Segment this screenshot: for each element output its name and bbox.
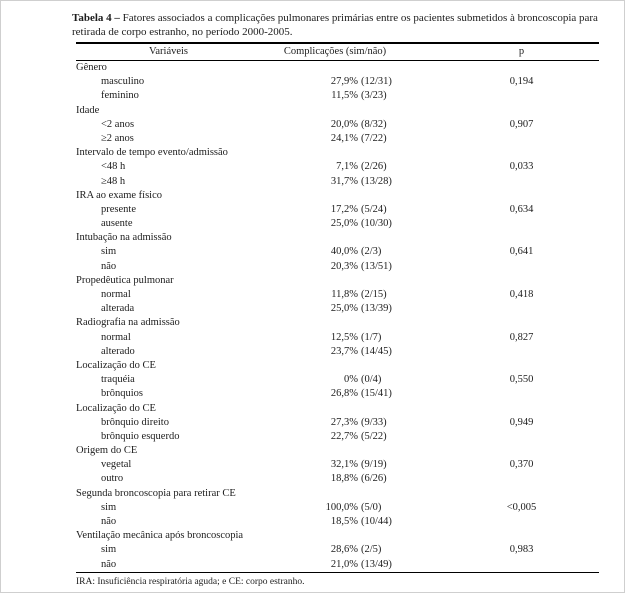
table-row xyxy=(76,175,599,189)
complications-cell xyxy=(261,160,456,174)
complications-percent: 20,3% xyxy=(330,260,358,272)
complications-fraction: (10/44) xyxy=(361,516,392,527)
table-row xyxy=(76,203,599,217)
table-caption-label: Tabela 4 – xyxy=(72,12,120,24)
p-value xyxy=(456,175,599,189)
column-header-variables: Variáveis xyxy=(148,46,189,57)
variable-group-label: Idade xyxy=(76,104,100,116)
complications-percent: 22,7% xyxy=(330,430,358,442)
table-row-group xyxy=(76,231,599,245)
complications-fraction: (1/7) xyxy=(361,331,382,343)
complications-percent: 25,0% xyxy=(330,218,358,230)
variable-group-label: Localização do CE xyxy=(76,402,156,414)
table-row xyxy=(76,331,599,345)
complications-percent: 23,7% xyxy=(330,345,358,357)
complications-fraction: (0/4) xyxy=(361,374,382,386)
complications-percent: 24,1% xyxy=(330,132,358,144)
variable-label: outro xyxy=(101,473,124,485)
table-row-group xyxy=(76,146,599,160)
table-row xyxy=(76,430,599,444)
p-value xyxy=(456,472,599,486)
table-row-group xyxy=(76,359,599,373)
data-table xyxy=(76,42,599,573)
variable-label: normal xyxy=(101,331,131,343)
p-value: <0,005 xyxy=(506,501,537,513)
complications-cell xyxy=(261,416,456,430)
complications-percent: 21,0% xyxy=(330,558,358,570)
table-row-group xyxy=(76,529,599,543)
variable-label: brônquios xyxy=(101,388,143,400)
p-value: 0,634 xyxy=(509,203,534,215)
complications-percent: 26,8% xyxy=(330,388,358,400)
complications-cell xyxy=(261,543,456,557)
complications-percent: 31,7% xyxy=(330,175,358,187)
complications-fraction: (13/28) xyxy=(361,175,392,187)
table-caption xyxy=(72,11,604,39)
complications-fraction: (3/23) xyxy=(361,90,387,102)
variable-group-label: Localização do CE xyxy=(76,359,156,371)
table-row xyxy=(76,472,599,486)
complications-fraction: (13/51) xyxy=(361,260,392,272)
complications-percent: 0% xyxy=(344,374,358,386)
complications-percent: 40,0% xyxy=(330,246,358,258)
table-row-group xyxy=(76,444,599,458)
p-value: 0,827 xyxy=(509,331,534,343)
variable-label: sim xyxy=(101,246,117,258)
variable-group-label: Segunda broncoscopia para retirar CE xyxy=(76,487,236,499)
complications-percent: 100,0% xyxy=(325,501,358,513)
complications-cell xyxy=(261,75,456,89)
complications-cell xyxy=(261,430,456,444)
variable-label: sim xyxy=(101,501,117,513)
variable-label: traquéia xyxy=(101,374,135,386)
complications-percent: 20,0% xyxy=(330,118,358,130)
variable-group-label: Intervalo de tempo evento/admissão xyxy=(76,147,228,159)
p-value xyxy=(456,387,599,401)
complications-cell xyxy=(261,89,456,103)
variable-label: ≥2 anos xyxy=(101,132,134,144)
complications-cell xyxy=(261,260,456,274)
complications-cell xyxy=(261,515,456,529)
complications-fraction: (9/19) xyxy=(361,459,387,471)
complications-percent: 11,5% xyxy=(331,90,358,102)
table-footnote: IRA: Insuficiência respiratória aguda; e CE: corpo estranho. xyxy=(76,576,305,587)
complications-fraction: (10/30) xyxy=(361,218,392,230)
p-value xyxy=(456,558,599,572)
complications-fraction: (13/49) xyxy=(361,558,392,570)
table-row xyxy=(76,288,599,302)
table-row xyxy=(76,373,599,387)
p-value xyxy=(456,302,599,316)
table-row xyxy=(76,558,599,572)
variable-label: vegetal xyxy=(101,459,132,471)
complications-fraction: (2/5) xyxy=(361,544,382,556)
p-value xyxy=(456,515,599,529)
complications-cell xyxy=(261,472,456,486)
p-value: 0,907 xyxy=(509,118,534,130)
table-row xyxy=(76,75,599,89)
variable-label: presente xyxy=(101,203,136,215)
table-row xyxy=(76,345,599,359)
table-row-group xyxy=(76,104,599,118)
complications-cell xyxy=(261,175,456,189)
complications-percent: 27,9% xyxy=(330,76,358,88)
complications-cell xyxy=(261,245,456,259)
table-body xyxy=(76,61,599,573)
complications-percent: 28,6% xyxy=(330,544,358,556)
p-value: 0,418 xyxy=(509,289,534,300)
complications-cell xyxy=(261,458,456,472)
variable-group-label: Propedêutica pulmonar xyxy=(76,274,174,286)
table-row xyxy=(76,543,599,557)
complications-cell xyxy=(261,288,456,302)
table-row xyxy=(76,217,599,231)
complications-percent: 25,0% xyxy=(330,303,358,315)
complications-fraction: (13/39) xyxy=(361,303,392,315)
complications-cell xyxy=(261,302,456,316)
variable-group-label: Gênero xyxy=(76,62,107,73)
p-value xyxy=(456,260,599,274)
table-row xyxy=(76,245,599,259)
complications-fraction: (8/32) xyxy=(361,118,387,130)
complications-fraction: (5/24) xyxy=(361,203,387,215)
complications-percent: 18,8% xyxy=(330,473,358,485)
table-row xyxy=(76,302,599,316)
column-header-complications: Complicações (sim/não) xyxy=(283,46,387,57)
complications-cell xyxy=(261,217,456,231)
complications-cell xyxy=(261,203,456,217)
table-row xyxy=(76,132,599,146)
p-value: 0,370 xyxy=(509,459,534,471)
table-row-group xyxy=(76,487,599,501)
variable-label: ausente xyxy=(101,218,133,230)
variable-label: alterado xyxy=(101,345,135,357)
complications-fraction: (12/31) xyxy=(361,76,392,88)
table-header-row xyxy=(76,44,599,61)
table-row-group xyxy=(76,189,599,203)
complications-percent: 18,5% xyxy=(330,516,358,527)
table-row-group xyxy=(76,274,599,288)
variable-label: <2 anos xyxy=(101,118,135,130)
variable-label: não xyxy=(101,516,117,527)
variable-group-label: Radiografia na admissão xyxy=(76,317,180,329)
variable-label: brônquio esquerdo xyxy=(101,430,180,442)
variable-label: alterada xyxy=(101,303,135,315)
complications-percent: 7,1% xyxy=(336,161,358,173)
complications-fraction: (14/45) xyxy=(361,345,392,357)
complications-percent: 11,8% xyxy=(331,289,358,300)
complications-fraction: (7/22) xyxy=(361,132,387,144)
complications-cell xyxy=(261,118,456,132)
p-value xyxy=(456,132,599,146)
complications-fraction: (15/41) xyxy=(361,388,392,400)
complications-cell xyxy=(261,387,456,401)
p-value: 0,983 xyxy=(509,544,534,556)
complications-percent: 12,5% xyxy=(330,331,358,343)
variable-label: não xyxy=(101,260,117,272)
variable-label: normal xyxy=(101,289,131,300)
table-row xyxy=(76,160,599,174)
p-value: 0,949 xyxy=(509,416,534,428)
p-value xyxy=(456,430,599,444)
complications-fraction: (5/0) xyxy=(361,501,382,513)
table-row xyxy=(76,260,599,274)
table-row xyxy=(76,458,599,472)
variable-label: feminino xyxy=(101,90,139,102)
complications-percent: 32,1% xyxy=(330,459,358,471)
table-row xyxy=(76,387,599,401)
table-caption-line2: retirada de corpo estranho, no período 2000-2005. xyxy=(72,26,293,38)
complications-percent: 27,3% xyxy=(330,416,358,428)
table-row xyxy=(76,118,599,132)
p-value: 0,550 xyxy=(509,374,534,386)
variable-label: ≥48 h xyxy=(101,175,126,187)
table-row-group xyxy=(76,316,599,330)
variable-group-label: IRA ao exame físico xyxy=(76,189,163,201)
variable-label: sim xyxy=(101,544,117,556)
complications-fraction: (6/26) xyxy=(361,473,387,485)
p-value: 0,194 xyxy=(509,76,534,88)
p-value: 0,641 xyxy=(509,246,534,258)
complications-cell xyxy=(261,373,456,387)
column-header-p: p xyxy=(518,46,525,57)
table-caption-line1: Fatores associados a complicações pulmonares primárias entre os pacientes submetidos à broncoscopia para xyxy=(122,12,598,24)
complications-cell xyxy=(261,558,456,572)
variable-label: brônquio direito xyxy=(101,416,169,428)
table-row xyxy=(76,416,599,430)
table-row xyxy=(76,515,599,529)
complications-fraction: (5/22) xyxy=(361,430,387,442)
complications-fraction: (2/26) xyxy=(361,161,387,173)
variable-label: <48 h xyxy=(101,161,126,173)
table-row-group xyxy=(76,61,599,75)
complications-cell xyxy=(261,132,456,146)
variable-label: não xyxy=(101,558,117,570)
table-row-group xyxy=(76,402,599,416)
variable-group-label: Ventilação mecânica após broncoscopia xyxy=(76,530,244,542)
complications-cell xyxy=(261,501,456,515)
complications-percent: 17,2% xyxy=(330,203,358,215)
p-value xyxy=(456,89,599,103)
complications-cell xyxy=(261,345,456,359)
complications-cell xyxy=(261,331,456,345)
variable-label: masculino xyxy=(101,76,145,88)
table-row xyxy=(76,89,599,103)
complications-fraction: (9/33) xyxy=(361,416,387,428)
variable-group-label: Origem do CE xyxy=(76,445,138,457)
complications-fraction: (2/3) xyxy=(361,246,382,258)
complications-fraction: (2/15) xyxy=(361,289,387,300)
p-value: 0,033 xyxy=(509,161,534,173)
table-row xyxy=(76,501,599,515)
variable-group-label: Intubação na admissão xyxy=(76,232,172,244)
p-value xyxy=(456,345,599,359)
p-value xyxy=(456,217,599,231)
